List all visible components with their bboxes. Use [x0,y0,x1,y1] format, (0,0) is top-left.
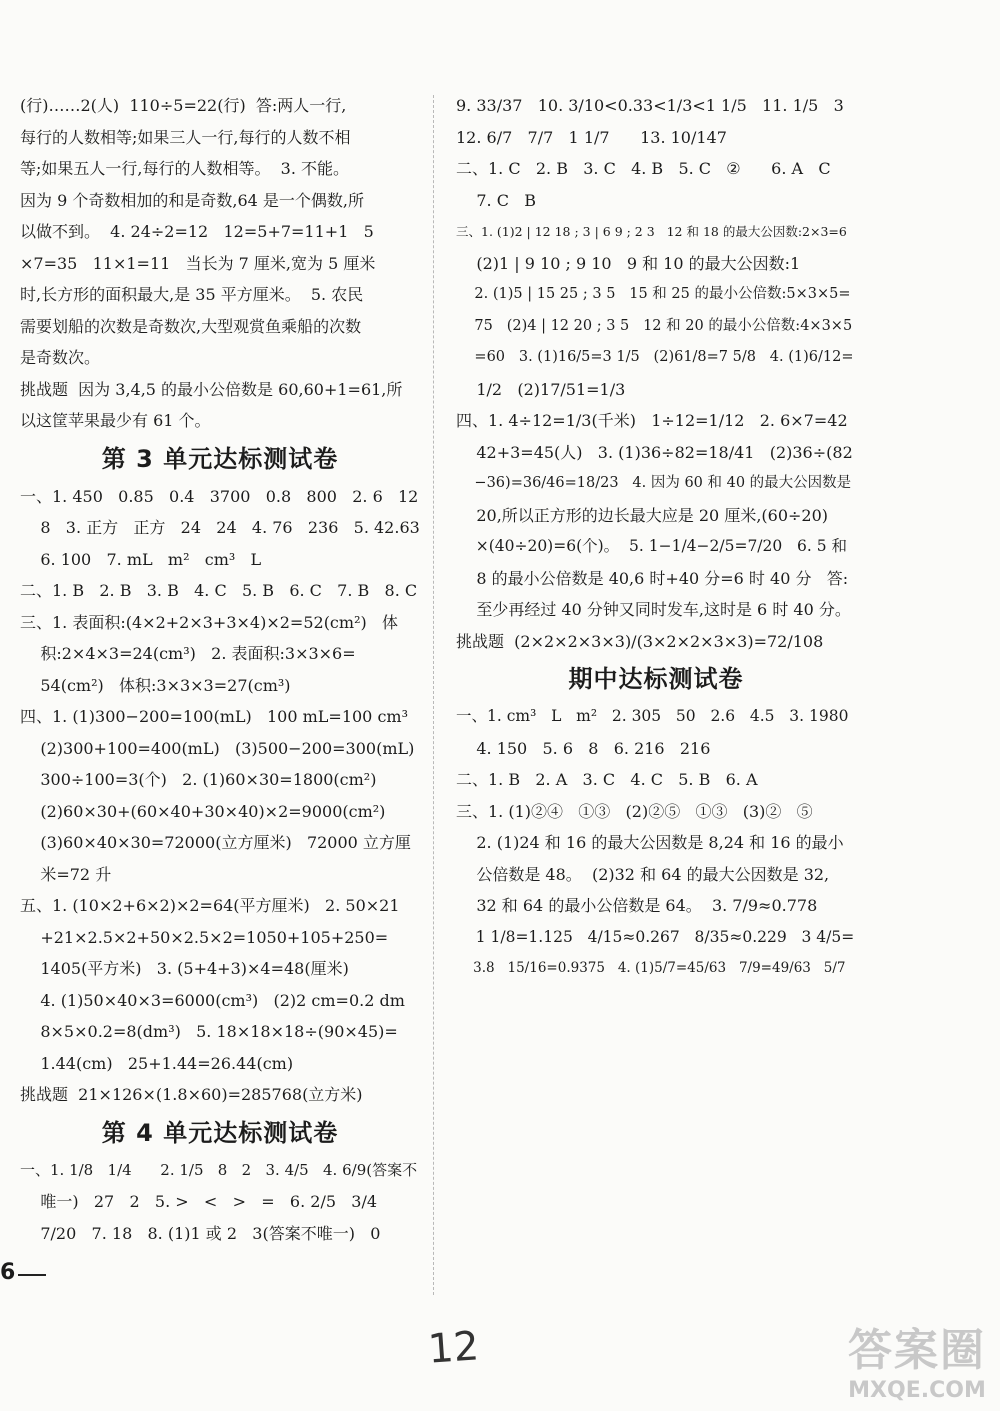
answer-line: 三、1. (1)2 | 12 18 ; 3 | 6 9 ; 2 3 12 和 18 的最大公因数:2×3=6 [456,224,847,239]
answer-line: 300÷100=3(个) 2. (1)60×30=1800(cm²) [20,770,377,789]
answer-line: 75 (2)4 | 12 20 ; 3 5 12 和 20 的最小公倍数:4×3×5 [456,317,853,334]
answer-line: 唯一) 27 2 5. > < > = 6. 2/5 3/4 [20,1192,378,1211]
answer-line: 3.8 15/16=0.9375 4. (1)5/7=45/63 7/9=49/63 5/7 [456,960,846,976]
answer-line: 7. C B [456,190,536,210]
answer-line: 四、1. 4÷12=1/3(千米) 1÷12=1/12 2. 6×7=42 [456,411,848,430]
answer-line: ×7=35 11×1=11 当长为 7 厘米,宽为 5 厘米 [20,253,376,273]
answer-line: 二、1. B 2. B 3. B 4. C 5. B 6. C 7. B 8. C [20,581,418,600]
left-answers-block-2 [20,481,420,1111]
midterm-title: 期中达标测试卷 [568,665,744,693]
answer-line: +21×2.5×2+50×2.5×2=1050+105+250= [20,927,389,947]
answer-line: (2)300+100=400(mL) (3)500−200=300(mL) [20,738,415,758]
answer-line: 以这筐苹果最少有 61 个。 [20,411,211,430]
answer-line: 每行的人数相等;如果三人一行,每行的人数不相 [20,127,351,147]
answer-line: 二、1. B 2. A 3. C 4. C 5. B 6. A [456,770,758,789]
answer-line: 三、1. 表面积:(4×2+2×3+3×4)×2=52(cm²) 体 [20,612,398,632]
answer-line: 四、1. (1)300−200=100(mL) 100 mL=100 cm³ [20,707,408,726]
answer-line: 至少再经过 40 分钟又同时发车,这时是 6 时 40 分。 [456,600,851,619]
right-answers-block-1 [456,90,856,657]
answer-line: 4. (1)50×40×3=6000(cm³) (2)2 cm=0.2 dm [20,990,405,1010]
answer-line: 挑战题 因为 3,4,5 的最小公倍数是 60,60+1=61,所 [20,379,403,399]
answer-line: (3)60×40×30=72000(立方厘米) 72000 立方厘 [20,833,411,852]
answer-line: 9. 33/37 10. 3/10<0.33<1/3<1 1/5 11. 1/5 3 [456,96,844,115]
answer-line: ×(40÷20)=6(个)。 5. 1−1/4−2/5=7/20 6. 5 和 [456,537,848,555]
answer-line: 2. (1)5 | 15 25 ; 3 5 15 和 25 的最小公倍数:5×3×5= [456,286,851,302]
answer-line: 三、1. (1)②④ ①③ (2)②⑤ ①③ (3)② ⑤ [456,801,813,821]
answer-line: 8×5×0.2=8(dm³) 5. 18×18×18÷(90×45)= [20,1022,398,1041]
right-column [456,90,856,985]
answer-line: 6. 100 7. mL m² cm³ L [20,549,262,569]
answer-line: 2. (1)24 和 16 的最大公因数是 8,24 和 16 的最小 [456,833,844,852]
answer-line: 1.44(cm) 25+1.44=26.44(cm) [20,1053,294,1073]
left-column [20,90,420,1249]
answer-line: 时,长方形的面积最大,是 35 平方厘米。 5. 农民 [20,285,364,304]
answer-line: =60 3. (1)16/5=3 1/5 (2)61/8=7 5/8 4. (1)6/12= [456,349,854,365]
unit3-title: 第 3 单元达标测试卷 [101,444,339,473]
answer-line: 是奇数次。 [20,348,101,367]
handwritten-number: 12 [426,1323,481,1373]
answer-line: (2)1 | 9 10 ; 9 10 9 和 10 的最大公因数:1 [456,253,801,273]
answer-line: 五、1. (10×2+6×2)×2=64(平方厘米) 2. 50×21 [20,896,400,915]
answer-line: 挑战题 21×126×(1.8×60)=285768(立方米) [20,1085,363,1104]
answer-line: 二、1. C 2. B 3. C 4. B 5. C ② 6. A C [456,159,831,178]
answer-line: 挑战题 (2×2×2×3×3)/(3×2×2×3×3)=72/108 [456,631,824,651]
left-answers-block-1 [20,90,420,437]
right-answers-block-2 [456,701,856,985]
left-answers-block-3 [20,1155,420,1250]
watermark-url: MXQE.COM [848,1378,986,1403]
answer-line: 20,所以正方形的边长最大应是 20 厘米,(60÷20) [456,505,829,525]
answer-line: 8 的最小公倍数是 40,6 时+40 分=6 时 40 分 答: [456,568,849,588]
column-divider [433,95,434,1295]
answer-line: 1405(平方米) 3. (5+4+3)×4=48(厘米) [20,959,349,978]
answer-line: 米=72 升 [20,864,112,884]
answer-line: 8 3. 正方 正方 24 24 4. 76 236 5. 42.63 [20,518,420,537]
answer-line: 4. 150 5. 6 8 6. 216 216 [456,738,711,758]
answer-line: (行)……2(人) 110÷5=22(行) 答:两人一行, [20,96,347,115]
answer-line: 积:2×4×3=24(cm³) 2. 表面积:3×3×6= [20,644,356,663]
answer-line: 12. 6/7 7/7 1 1/7 13. 10/147 [456,127,727,147]
page-number: 6 [0,1260,16,1285]
answer-line: 一、1. 1/8 1/4 2. 1/5 8 2 3. 4/5 4. 6/9(答案不 [20,1160,418,1179]
watermark-logo: 答案圈 [848,1325,986,1376]
unit4-title: 第 4 单元达标测试卷 [101,1118,339,1147]
page-number-dash [18,1274,46,1276]
answer-line: 等;如果五人一行,每行的人数相等。 3. 不能。 [20,159,350,178]
answer-line: 1/2 (2)17/51=1/3 [456,379,626,399]
answer-line: 54(cm²) 体积:3×3×3=27(cm³) [20,675,291,695]
answer-line: (2)60×30+(60×40+30×40)×2=9000(cm²) [20,801,386,821]
answer-line: 1 1/8=1.125 4/15≈0.267 8/35≈0.229 3 4/5= [456,927,855,946]
answer-line: 42+3=45(人) 3. (1)36÷82=18/41 (2)36÷(82 [456,442,853,462]
answer-line: 公倍数是 48。 (2)32 和 64 的最大公因数是 32, [456,864,830,884]
answer-line: 一、1. cm³ L m² 2. 305 50 2.6 4.5 3. 1980 [456,707,849,725]
answer-line: −36)=36/46=18/23 4. 因为 60 和 40 的最大公因数是 [456,475,852,491]
answer-line: 因为 9 个奇数相加的和是奇数,64 是一个偶数,所 [20,190,364,210]
answer-line: 一、1. 450 0.85 0.4 3700 0.8 800 2. 6 12 [20,486,419,506]
answer-line: 7/20 7. 18 8. (1)1 或 2 3(答案不唯一) 0 [20,1223,381,1243]
answer-line: 以做不到。 4. 24÷2=12 12=5+7=11+1 5 [20,222,374,241]
watermark [848,1314,986,1403]
answer-line: 需要划船的次数是奇数次,大型观赏鱼乘船的次数 [20,316,362,336]
answer-line: 32 和 64 的最小公倍数是 64。 3. 7/9≈0.778 [456,896,818,915]
